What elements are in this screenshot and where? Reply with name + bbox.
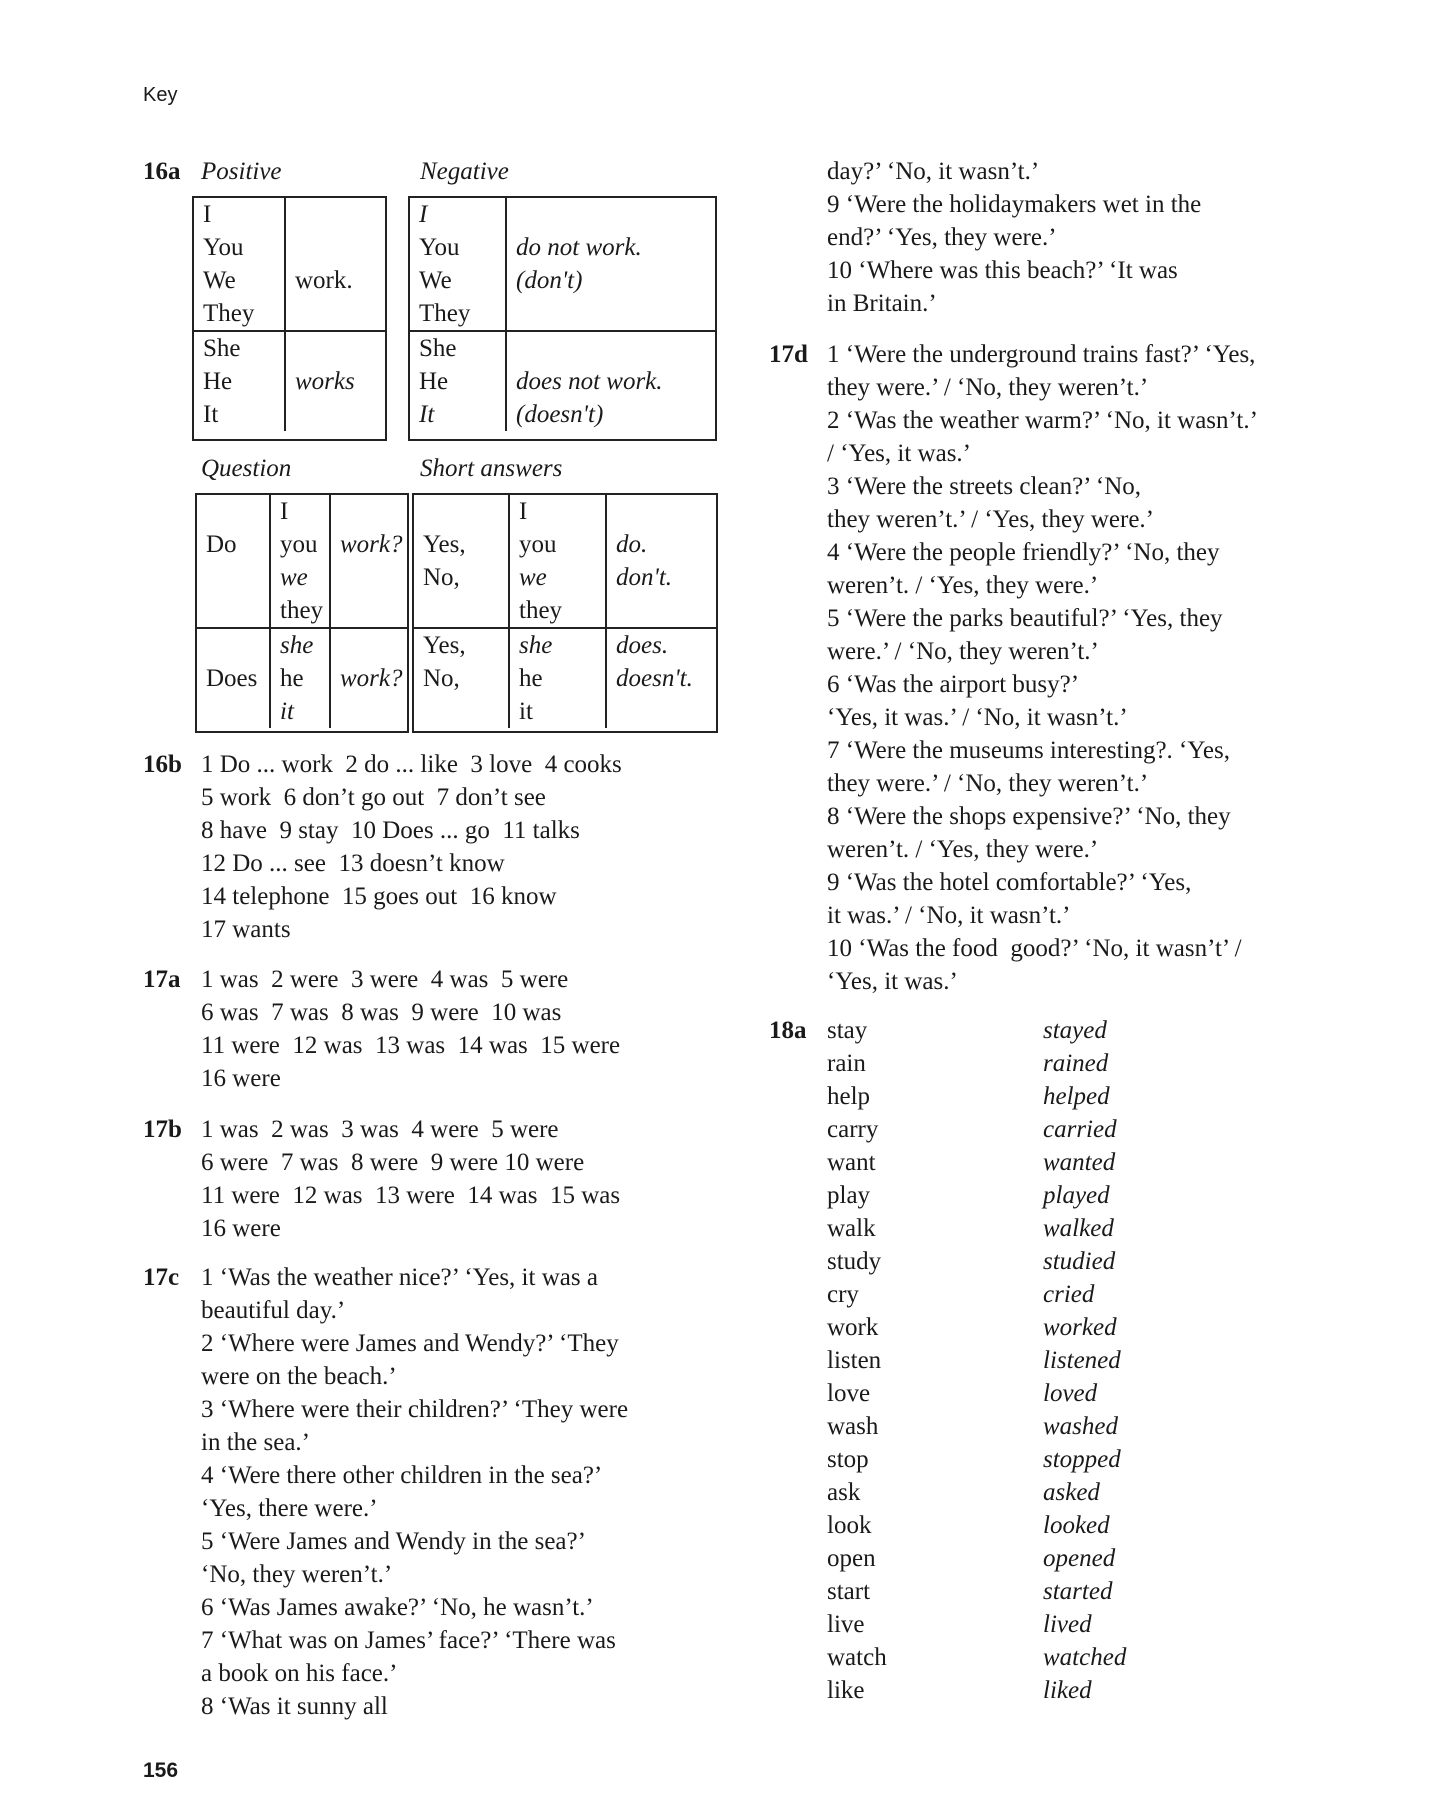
table-cell-line: you (519, 531, 557, 558)
base-verb: stop (827, 1446, 869, 1473)
answer-line: 17 wants (201, 916, 291, 943)
question-table-row (197, 495, 407, 627)
base-verb: rain (827, 1050, 866, 1077)
answer-line: 1 was 2 were 3 were 4 was 5 were (201, 966, 569, 993)
table-cell-line: do. (616, 531, 648, 558)
answer-line: ‘No, they weren’t.’ (201, 1561, 393, 1588)
answer-line: were.’ / ‘No, they weren’t.’ (827, 638, 1099, 665)
answer-line: 5 ‘Were the parks beautiful?’ ‘Yes, they (827, 605, 1223, 632)
table-cell-line: Yes, (423, 531, 466, 558)
answer-line: end?’ ‘Yes, they were.’ (827, 224, 1057, 251)
question-table-cell (329, 495, 407, 627)
short-table-cell (508, 495, 605, 627)
table-cell-line (295, 332, 385, 365)
answer-line: 6 was 7 was 8 was 9 were 10 was (201, 999, 562, 1026)
short-table-cell (605, 629, 716, 728)
past-tense-verb: played (1043, 1182, 1110, 1209)
past-tense-verb: walked (1043, 1215, 1114, 1242)
answer-line: it was.’ / ‘No, it wasn’t.’ (827, 902, 1071, 929)
base-verb: like (827, 1677, 865, 1704)
answer-line: 6 ‘Was the airport busy?’ (827, 671, 1080, 698)
table-cell-line: don't. (616, 564, 673, 591)
answer-line: were on the beach.’ (201, 1363, 397, 1390)
table-cell-line: He (419, 368, 449, 395)
past-tense-verb: washed (1043, 1413, 1118, 1440)
answer-line: a book on his face.’ (201, 1660, 398, 1687)
question-table-cell (269, 629, 329, 728)
table-cell-line: does not work. (516, 368, 663, 395)
answer-line: they were.’ / ‘No, they weren’t.’ (827, 770, 1149, 797)
table-cell-line: They (203, 300, 255, 327)
exercise-label-16a: 16a (143, 158, 181, 185)
short-table-row (414, 627, 716, 731)
base-verb: study (827, 1248, 882, 1275)
table-cell-line: (don't) (516, 267, 583, 294)
answer-line: 1 ‘Were the underground trains fast?’ ‘Yes, (827, 341, 1256, 368)
table-cell-line: she (280, 632, 314, 659)
table-cell-line: Do (206, 531, 237, 558)
question-table (195, 493, 409, 733)
base-verb: want (827, 1149, 876, 1176)
table-cell-line: doesn't. (616, 665, 693, 692)
base-verb: love (827, 1380, 871, 1407)
base-verb: ask (827, 1479, 861, 1506)
table-cell-line (340, 561, 407, 594)
past-tense-verb: stayed (1043, 1017, 1107, 1044)
answer-line: 7 ‘Were the museums interesting?. ‘Yes, (827, 737, 1231, 764)
table-cell-line: She (419, 335, 457, 362)
base-verb: work (827, 1314, 879, 1341)
table-cell-line: she (519, 632, 553, 659)
table-cell-line: it (280, 698, 294, 725)
short-table-cell (508, 629, 605, 728)
table-cell-line (340, 495, 407, 528)
base-verb: look (827, 1512, 872, 1539)
table-cell-line (616, 594, 716, 627)
short-table-cell (414, 495, 508, 627)
past-tense-verb: opened (1043, 1545, 1116, 1572)
base-verb: listen (827, 1347, 882, 1374)
positive-table-cell (194, 198, 284, 330)
base-verb: carry (827, 1116, 879, 1143)
answer-line: they were.’ / ‘No, they weren’t.’ (827, 374, 1149, 401)
table-cell-line: (doesn't) (516, 401, 604, 428)
answer-line: 9 ‘Were the holidaymakers wet in the (827, 191, 1202, 218)
table-cell-line: Does (206, 665, 258, 692)
past-tense-verb: listened (1043, 1347, 1121, 1374)
table-cell-line (295, 198, 385, 231)
base-verb: watch (827, 1644, 887, 1671)
base-verb: start (827, 1578, 871, 1605)
running-header: Key (143, 84, 178, 106)
table-cell-line: they (519, 597, 563, 624)
answer-line: ‘Yes, it was.’ (827, 968, 958, 995)
negative-table-cell (505, 332, 715, 431)
answer-line: 10 ‘Was the food good?’ ‘No, it wasn’t’ / (827, 935, 1242, 962)
answer-line: they weren’t.’ / ‘Yes, they were.’ (827, 506, 1154, 533)
answers-17a (201, 963, 620, 1095)
answer-line: 11 were 12 was 13 was 14 was 15 were (201, 1032, 621, 1059)
table-cell-line: Yes, (423, 632, 466, 659)
answer-line: in the sea.’ (201, 1429, 310, 1456)
answer-line: 9 ‘Was the hotel comfortable?’ ‘Yes, (827, 869, 1192, 896)
answer-line: 8 ‘Were the shops expensive?’ ‘No, they (827, 803, 1231, 830)
answer-line: ‘Yes, there were.’ (201, 1495, 378, 1522)
table-cell-line: He (203, 368, 233, 395)
answer-line: / ‘Yes, it was.’ (827, 440, 971, 467)
table-cell-line: No, (423, 564, 460, 591)
short-table-row (414, 495, 716, 627)
exercise-label-16b: 16b (143, 751, 182, 778)
table-cell-line (516, 198, 715, 231)
table-cell-line: they (280, 597, 324, 624)
question-table-row (197, 627, 407, 731)
answer-line: 2 ‘Where were James and Wendy?’ ‘They (201, 1330, 619, 1357)
answer-line: 6 ‘Was James awake?’ ‘No, he wasn’t.’ (201, 1594, 594, 1621)
table-cell-line: I (280, 498, 289, 525)
answer-line: weren’t. / ‘Yes, they were.’ (827, 572, 1099, 599)
past-tense-verb: helped (1043, 1083, 1110, 1110)
base-verb: play (827, 1182, 871, 1209)
past-tense-verb: looked (1043, 1512, 1110, 1539)
table-cell-line (206, 695, 269, 728)
table-cell-line: he (519, 665, 543, 692)
table-cell-line (206, 629, 269, 662)
question-table-cell (269, 495, 329, 627)
base-verb: live (827, 1611, 865, 1638)
table-cell-line (516, 297, 715, 330)
answer-line: 4 ‘Were there other children in the sea?’ (201, 1462, 603, 1489)
base-verb: open (827, 1545, 876, 1572)
answer-line: 16 were (201, 1215, 281, 1242)
table-cell-line (295, 398, 385, 431)
table-cell-line (206, 594, 269, 627)
exercise-label-17a: 17a (143, 966, 181, 993)
answer-line: 3 ‘Were the streets clean?’ ‘No, (827, 473, 1142, 500)
short-table-cell (605, 495, 716, 627)
past-tense-verb: wanted (1043, 1149, 1116, 1176)
positive-table-cell (194, 332, 284, 431)
exercise-label-17b: 17b (143, 1116, 182, 1143)
positive-table-row (194, 330, 385, 439)
table-cell-line: You (419, 234, 460, 261)
base-verb-column (827, 1014, 887, 1707)
base-verb: wash (827, 1413, 879, 1440)
base-verb: cry (827, 1281, 859, 1308)
past-tense-verb: cried (1043, 1281, 1095, 1308)
negative-table-row (410, 330, 715, 439)
past-tense-verb: watched (1043, 1644, 1127, 1671)
table-cell-line: do not work. (516, 234, 642, 261)
table-cell-line (340, 629, 407, 662)
answer-line: 6 were 7 was 8 were 9 were 10 were (201, 1149, 585, 1176)
short-table-cell (414, 629, 508, 728)
base-verb: stay (827, 1017, 868, 1044)
answer-line: 16 were (201, 1065, 281, 1092)
answer-line: day?’ ‘No, it wasn’t.’ (827, 158, 1040, 185)
past-tense-verb: studied (1043, 1248, 1116, 1275)
answer-line: 1 ‘Was the weather nice?’ ‘Yes, it was a (201, 1264, 598, 1291)
past-tense-verb: loved (1043, 1380, 1098, 1407)
answer-line: 4 ‘Were the people friendly?’ ‘No, they (827, 539, 1220, 566)
table-cell-line (295, 231, 385, 264)
table-cell-line (206, 495, 269, 528)
answers-17d (827, 338, 1258, 998)
subheading-question: Question (201, 455, 292, 482)
answer-line: weren’t. / ‘Yes, they were.’ (827, 836, 1099, 863)
exercise-label-17d: 17d (769, 341, 808, 368)
past-tense-verb: carried (1043, 1116, 1117, 1143)
table-cell-line: it (519, 698, 533, 725)
table-cell-line: you (280, 531, 318, 558)
short-answers-table (412, 493, 718, 733)
answers-17c-cont (827, 155, 1201, 320)
answer-line: 14 telephone 15 goes out 16 know (201, 883, 557, 910)
answer-line: ‘Yes, it was.’ / ‘No, it wasn’t.’ (827, 704, 1128, 731)
answer-line: 1 was 2 was 3 was 4 were 5 were (201, 1116, 559, 1143)
past-tense-verb: liked (1043, 1677, 1092, 1704)
answer-line: 11 were 12 was 13 were 14 was 15 was (201, 1182, 621, 1209)
positive-table-cell (284, 198, 385, 330)
answer-line: 5 ‘Were James and Wendy in the sea?’ (201, 1528, 586, 1555)
table-cell-line: You (203, 234, 244, 261)
table-cell-line: We (419, 267, 452, 294)
table-cell-line: work? (340, 531, 403, 558)
answer-line: 12 Do ... see 13 doesn’t know (201, 850, 505, 877)
page-number: 156 (143, 1759, 179, 1782)
table-cell-line: work. (295, 267, 353, 294)
answer-line: 2 ‘Was the weather warm?’ ‘No, it wasn’t.’ (827, 407, 1258, 434)
question-table-cell (329, 629, 407, 728)
table-cell-line: I (519, 498, 528, 525)
past-tense-verb: rained (1043, 1050, 1109, 1077)
table-cell-line: We (203, 267, 236, 294)
table-cell-line: does. (616, 632, 669, 659)
table-cell-line (340, 695, 407, 728)
answer-line: 8 ‘Was it sunny all (201, 1693, 388, 1720)
past-tense-column (1043, 1014, 1126, 1707)
exercise-label-18a: 18a (769, 1017, 807, 1044)
table-cell-line (616, 495, 716, 528)
negative-table (408, 196, 717, 441)
past-tense-verb: worked (1043, 1314, 1117, 1341)
answer-line: beautiful day.’ (201, 1297, 346, 1324)
subheading-negative: Negative (420, 158, 509, 185)
answer-line: 7 ‘What was on James’ face?’ ‘There was (201, 1627, 616, 1654)
table-cell-line (206, 561, 269, 594)
table-cell-line: works (295, 368, 355, 395)
answers-16b (201, 748, 622, 946)
negative-table-cell (505, 198, 715, 330)
base-verb: help (827, 1083, 871, 1110)
negative-table-cell (410, 198, 505, 330)
answers-17b (201, 1113, 620, 1245)
table-cell-line (423, 695, 508, 728)
table-cell-line: She (203, 335, 241, 362)
answer-line: 5 work 6 don’t go out 7 don’t see (201, 784, 546, 811)
exercise-label-17c: 17c (143, 1264, 180, 1291)
positive-table (192, 196, 387, 441)
table-cell-line (340, 594, 407, 627)
past-tense-verb: lived (1043, 1611, 1092, 1638)
table-cell-line: It (203, 401, 219, 428)
answer-line: 10 ‘Where was this beach?’ ‘It was (827, 257, 1178, 284)
table-cell-line (423, 594, 508, 627)
table-cell-line: we (280, 564, 308, 591)
table-cell-line: They (419, 300, 471, 327)
answer-line: 3 ‘Where were their children?’ ‘They were (201, 1396, 629, 1423)
table-cell-line: work? (340, 665, 403, 692)
positive-table-cell (284, 332, 385, 431)
negative-table-cell (410, 332, 505, 431)
table-cell-line: I (419, 201, 428, 228)
table-cell-line: we (519, 564, 547, 591)
past-tense-verb: asked (1043, 1479, 1100, 1506)
past-tense-verb: stopped (1043, 1446, 1121, 1473)
answer-line: 1 Do ... work 2 do ... like 3 love 4 cooks (201, 751, 622, 778)
table-cell-line (516, 332, 715, 365)
question-table-cell (197, 495, 269, 627)
table-cell-line: he (280, 665, 304, 692)
table-cell-line: I (203, 201, 212, 228)
subheading-short-answers: Short answers (420, 455, 563, 482)
base-verb: walk (827, 1215, 876, 1242)
past-tense-verb: started (1043, 1578, 1113, 1605)
table-cell-line (616, 695, 716, 728)
table-cell-line: No, (423, 665, 460, 692)
negative-table-row (410, 198, 715, 330)
subheading-positive: Positive (201, 158, 282, 185)
table-cell-line (423, 495, 508, 528)
answers-17c (201, 1261, 628, 1723)
question-table-cell (197, 629, 269, 728)
answer-line: 8 have 9 stay 10 Does ... go 11 talks (201, 817, 580, 844)
table-cell-line: It (419, 401, 435, 428)
positive-table-row (194, 198, 385, 330)
table-cell-line (295, 297, 385, 330)
answer-line: in Britain.’ (827, 290, 937, 317)
